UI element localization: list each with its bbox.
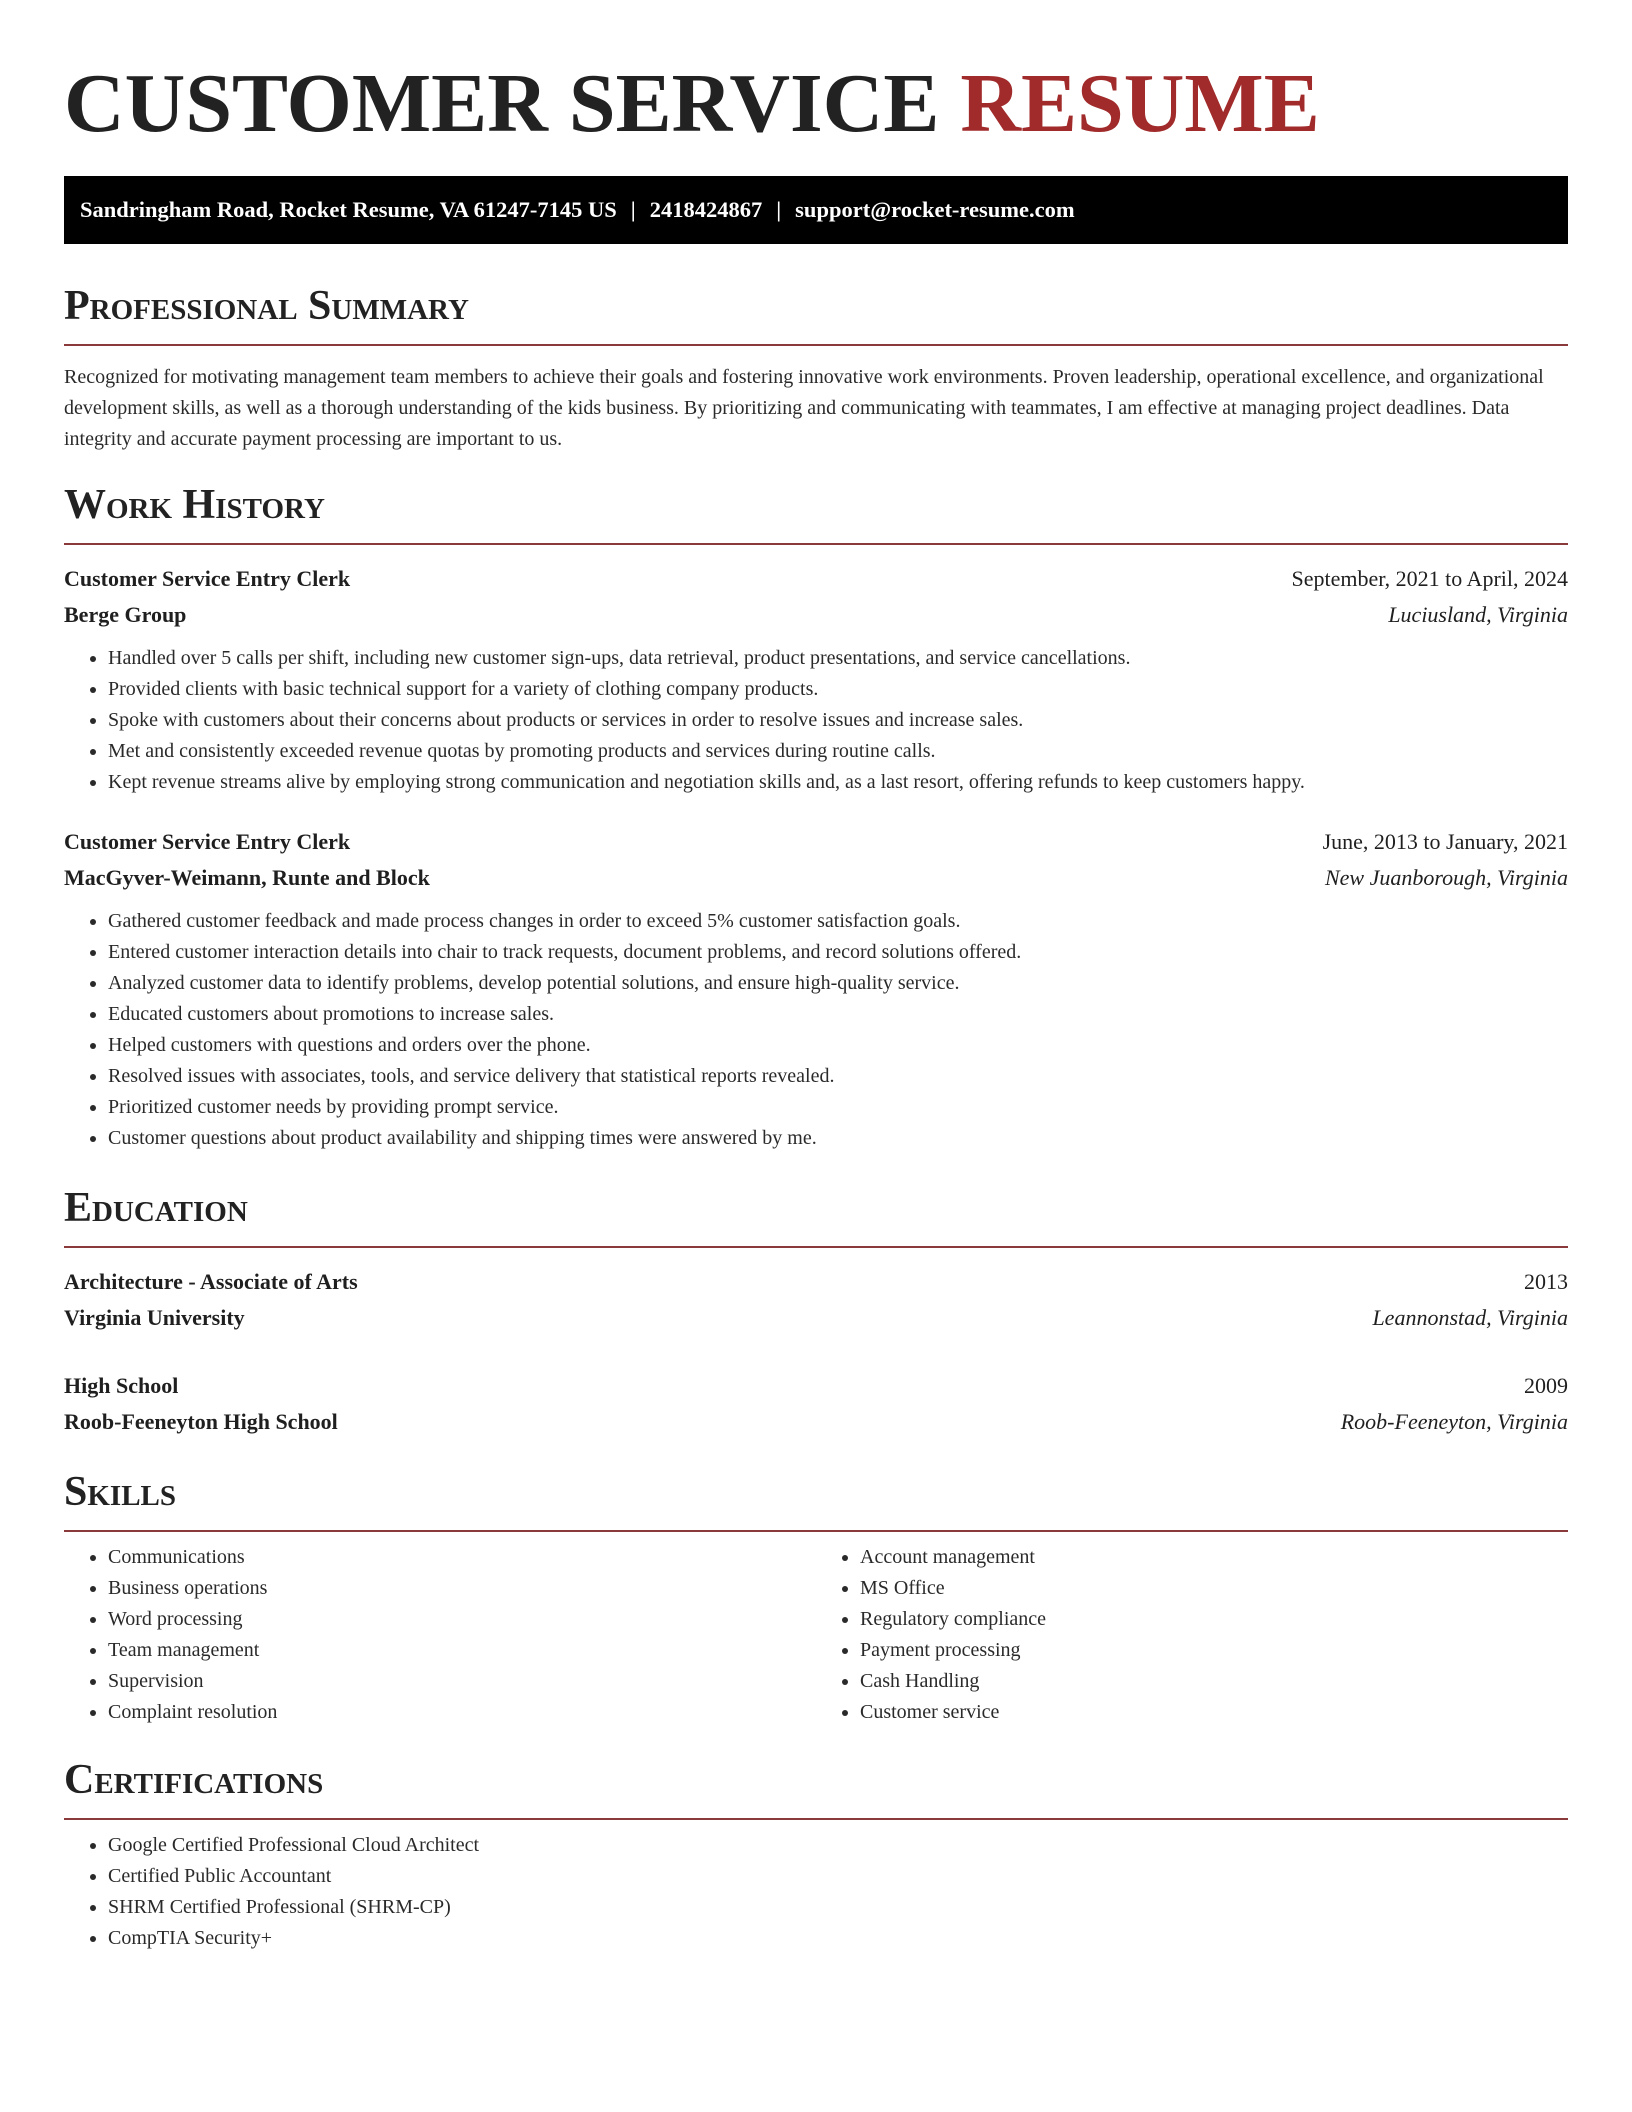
contact-separator: | xyxy=(776,197,782,222)
job-entry xyxy=(64,561,1568,798)
certification-item: • SHRM Certified Professional (SHRM-CP) xyxy=(108,1892,1568,1923)
skill-item: • Communications xyxy=(108,1542,816,1573)
skill-item: • Customer service xyxy=(860,1697,1568,1728)
section-heading-summary: Professional Summary xyxy=(64,283,469,329)
skill-item: • Supervision xyxy=(108,1666,816,1697)
summary-text: Recognized for motivating management team members to achieve their goals and fostering innovative work environments. Proven leadership, operational excellence, and organizational development skills, as well as a thorough understanding of the kids business. By prioritizing and communicating with teammates, I am effective at managing project deadlines. Data integrity and accurate payment processing are important to us. xyxy=(64,366,1544,450)
list-item: • Entered customer interaction details into chair to track requests, document problems, and record solutions offered. xyxy=(108,937,1568,968)
list-item: • Helped customers with questions and orders over the phone. xyxy=(108,1030,1568,1061)
section-divider xyxy=(64,543,1568,545)
resume-title xyxy=(64,54,1568,154)
job-title: Customer Service Entry Clerk xyxy=(64,829,351,854)
job-title: Customer Service Entry Clerk xyxy=(64,566,351,591)
education-section xyxy=(64,1182,1568,1440)
resume-page xyxy=(64,0,1568,1954)
skills-list-right xyxy=(816,1542,1568,1728)
skill-item: • Team management xyxy=(108,1635,816,1666)
list-item: • Met and consistently exceeded revenue quotas by promoting products and services during routine calls. xyxy=(108,736,1568,767)
job-header-row xyxy=(64,824,1568,860)
job-company: MacGyver-Weimann, Runte and Block xyxy=(64,865,430,890)
skills-section xyxy=(64,1466,1568,1728)
certifications-section xyxy=(64,1754,1568,1954)
section-divider xyxy=(64,1530,1568,1532)
contact-bar xyxy=(64,176,1568,244)
education-school-row xyxy=(64,1404,1568,1440)
education-location: Roob-Feeneyton, Virginia xyxy=(1340,1409,1568,1434)
education-degree: Architecture - Associate of Arts xyxy=(64,1269,358,1294)
education-entry xyxy=(64,1368,1568,1440)
education-school: Virginia University xyxy=(64,1305,245,1330)
skills-columns xyxy=(64,1542,1568,1728)
section-divider xyxy=(64,1246,1568,1248)
job-duties-list xyxy=(64,906,1568,1154)
skill-item: • Account management xyxy=(860,1542,1568,1573)
job-entry xyxy=(64,824,1568,1154)
list-item: • Resolved issues with associates, tools, and service delivery that statistical reports revealed. xyxy=(108,1061,1568,1092)
list-item: • Educated customers about promotions to increase sales. xyxy=(108,999,1568,1030)
education-degree-row xyxy=(64,1264,1568,1300)
section-heading-work-history: Work History xyxy=(64,482,325,528)
job-dates: June, 2013 to January, 2021 xyxy=(1322,829,1568,854)
job-location: New Juanborough, Virginia xyxy=(1324,865,1568,890)
list-item: • Spoke with customers about their concerns about products or services in order to resolve issues and increase sales. xyxy=(108,705,1568,736)
section-heading-certifications: Certifications xyxy=(64,1757,324,1803)
skill-item: • Business operations xyxy=(108,1573,816,1604)
job-location: Luciusland, Virginia xyxy=(1388,602,1568,627)
education-location: Leannonstad, Virginia xyxy=(1372,1305,1568,1330)
contact-email: support@rocket-resume.com xyxy=(795,197,1075,222)
skill-item: • Word processing xyxy=(108,1604,816,1635)
list-item: • Kept revenue streams alive by employing strong communication and negotiation skills and, as a last resort, offering refunds to keep customers happy. xyxy=(108,767,1568,798)
section-heading-skills: Skills xyxy=(64,1469,177,1515)
certification-item: • Google Certified Professional Cloud Architect xyxy=(108,1830,1568,1861)
job-dates: September, 2021 to April, 2024 xyxy=(1291,566,1568,591)
title-accent: RESUME xyxy=(960,57,1320,150)
certification-item: • Certified Public Accountant xyxy=(108,1861,1568,1892)
contact-separator: | xyxy=(630,197,636,222)
education-school-row xyxy=(64,1300,1568,1336)
education-degree-row xyxy=(64,1368,1568,1404)
contact-address: Sandringham Road, Rocket Resume, VA 61247-7145 US xyxy=(80,197,617,222)
education-school: Roob-Feeneyton High School xyxy=(64,1409,338,1434)
certifications-list xyxy=(64,1830,1568,1954)
job-duties-list xyxy=(64,643,1568,798)
job-company: Berge Group xyxy=(64,602,187,627)
list-item: • Gathered customer feedback and made process changes in order to exceed 5% customer satisfaction goals. xyxy=(108,906,1568,937)
title-main: CUSTOMER SERVICE xyxy=(64,57,940,150)
section-divider xyxy=(64,344,1568,346)
list-item: • Prioritized customer needs by providing prompt service. xyxy=(108,1092,1568,1123)
education-year: 2009 xyxy=(1524,1373,1568,1398)
list-item: • Analyzed customer data to identify problems, develop potential solutions, and ensure high-quality service. xyxy=(108,968,1568,999)
work-history-section xyxy=(64,479,1568,1154)
section-divider xyxy=(64,1818,1568,1820)
job-company-row xyxy=(64,597,1568,633)
section-heading-education: Education xyxy=(64,1185,248,1231)
skills-list-left xyxy=(64,1542,816,1728)
job-header-row xyxy=(64,561,1568,597)
summary-section xyxy=(64,280,1568,455)
contact-phone: 2418424867 xyxy=(649,197,763,222)
skill-item: • Complaint resolution xyxy=(108,1697,816,1728)
list-item: • Handled over 5 calls per shift, including new customer sign-ups, data retrieval, product presentations, and service cancellations. xyxy=(108,643,1568,674)
skill-item: • Payment processing xyxy=(860,1635,1568,1666)
list-item: • Customer questions about product availability and shipping times were answered by me. xyxy=(108,1123,1568,1154)
skill-item: • MS Office xyxy=(860,1573,1568,1604)
list-item: • Provided clients with basic technical support for a variety of clothing company products. xyxy=(108,674,1568,705)
skill-item: • Regulatory compliance xyxy=(860,1604,1568,1635)
job-company-row xyxy=(64,860,1568,896)
education-degree: High School xyxy=(64,1373,179,1398)
skill-item: • Cash Handling xyxy=(860,1666,1568,1697)
education-year: 2013 xyxy=(1524,1269,1568,1294)
education-entry xyxy=(64,1264,1568,1336)
certification-item: • CompTIA Security+ xyxy=(108,1923,1568,1954)
